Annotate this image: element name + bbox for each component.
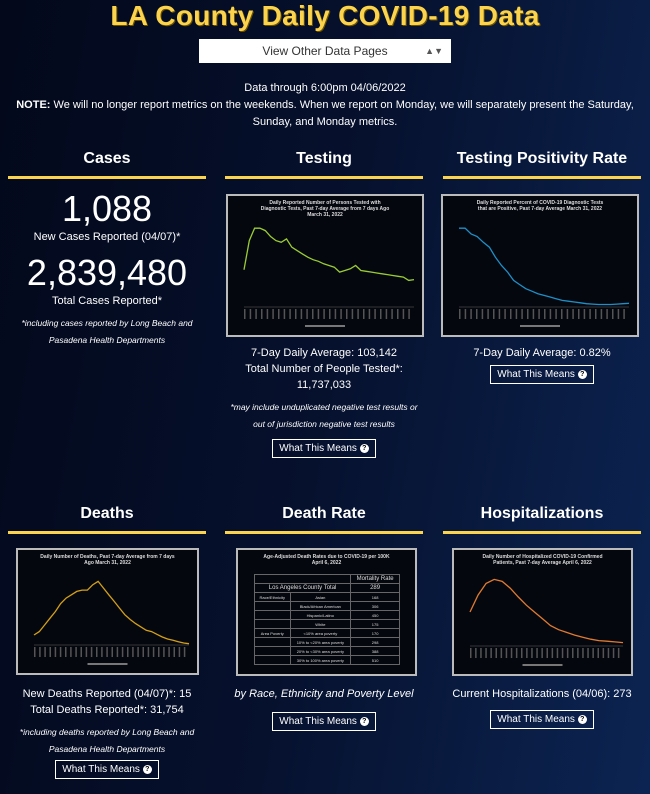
table-row [255,593,400,602]
x-tick-label [577,648,579,658]
x-tick-label [163,647,165,657]
select-label: View Other Data Pages [262,44,388,58]
x-tick-label [408,309,410,319]
x-tick-label [595,309,597,319]
x-tick-label [536,648,538,658]
cell-label: White [290,620,351,629]
cell-value: 298 [351,638,400,647]
x-tick-label [75,647,77,657]
x-tick-label [137,647,139,657]
x-tick-label [485,648,487,658]
x-tick-label [132,647,134,657]
x-tick-label [65,647,67,657]
question-icon: ? [578,370,587,379]
x-tick-label [550,309,552,319]
x-tick-label [531,648,533,658]
x-tick-label [397,309,399,319]
death-rate-table [254,574,400,665]
x-tick-label [55,647,57,657]
x-tick-label [572,648,574,658]
table-title: Age-Adjusted Death Rates due to COVID-19 per 100K April 6, 2022 [263,554,390,566]
x-tick-label [357,309,359,319]
x-tick-label [179,647,181,657]
total-cases-value: 2,839,480 [26,252,188,293]
x-tick-label [369,309,371,319]
x-tick-label [533,309,535,319]
x-tick-label [101,647,103,657]
x-tick-label [470,309,472,319]
x-tick-label [91,647,93,657]
x-tick-label [386,309,388,319]
x-tick-label [143,647,145,657]
note-text: We will no longer report metrics on the weekends. When we report on Monday, we will separately present the Saturday, Sunday, and Monday metrics. [50,99,634,128]
cell-label: <10% area poverty [290,629,351,638]
cell-label: Black/African American [290,602,351,611]
question-icon: ? [143,765,152,774]
new-cases-label: New Cases Reported (04/07)* [33,231,181,243]
chart-title: Daily Number of Deaths, Past 7-day Average from 7 days Ago March 31, 2022 [40,554,175,566]
x-tick-label [612,309,614,319]
table-row [255,620,400,629]
cell-group [255,611,291,620]
x-tick-label [555,309,557,319]
button-label: What This Means [62,764,140,775]
x-tick-label [153,647,155,657]
x-tick-label [557,648,559,658]
x-tick-label [589,309,591,319]
cell-group [255,620,291,629]
testing-footnote: *may include unduplicated negative test results or out of jurisdiction negative test results [230,402,418,429]
cases-heading: Cases [83,150,131,167]
x-tick-label [587,648,589,658]
series-line [244,228,414,280]
data-through: Data through 6:00pm 04/06/2022 [244,82,406,94]
x-tick-label [117,647,119,657]
x-tick-label [527,309,529,319]
x-tick-label [261,309,263,319]
question-icon: ? [360,717,369,726]
x-tick-label [516,648,518,658]
cell-group: Race/Ethnicity [255,593,291,602]
cell-group [255,602,291,611]
x-tick-label [380,309,382,319]
x-tick-label [521,309,523,319]
x-tick-label [39,647,41,657]
x-tick-label [329,309,331,319]
x-tick-label [127,647,129,657]
deaths-footnote: *including deaths reported by Long Beach and Pasadena Health Departments [19,727,195,754]
cell-group [255,638,291,647]
testing-total-label: Total Number of People Tested*: [245,363,403,375]
death-rate-caption: by Race, Ethnicity and Poverty Level [234,688,414,700]
series-line [470,579,623,642]
x-tick-label [584,309,586,319]
positivity-heading: Testing Positivity Rate [456,150,628,167]
x-tick-label [34,647,36,657]
x-tick-label [86,647,88,657]
deaths-chart-svg [18,550,197,673]
x-tick-label [244,309,246,319]
note-label: NOTE: [16,99,51,111]
current-hospitalizations: Current Hospitalizations (04/06): 273 [452,688,632,700]
series-line [459,228,629,304]
x-tick-label [323,309,325,319]
legend [305,325,345,327]
cell-value: 175 [351,620,400,629]
x-tick-label [511,648,513,658]
x-tick-label [482,309,484,319]
x-tick-label [538,309,540,319]
x-tick-label [613,648,615,658]
button-label: What This Means [279,716,357,727]
x-tick-label [289,309,291,319]
x-tick-label [552,648,554,658]
x-tick-label [363,309,365,319]
x-tick-label [501,648,503,658]
x-tick-label [606,309,608,319]
x-tick-label [541,648,543,658]
x-tick-label [44,647,46,657]
x-tick-label [340,309,342,319]
x-tick-label [352,309,354,319]
x-tick-label [496,648,498,658]
x-tick-label [504,309,506,319]
x-tick-label [476,309,478,319]
chart-title: Daily Reported Number of Persons Tested with Diagnostic Tests, Past 7-day Average from 7 days Ago March 31, 2022 [260,200,390,218]
cell-label: Asian [290,593,351,602]
x-tick-label [521,648,523,658]
x-tick-label [487,309,489,319]
x-tick-label [70,647,72,657]
table-row [255,656,400,665]
table-row [255,602,400,611]
x-tick-label [459,309,461,319]
cell-group [255,647,291,656]
x-tick-label [318,309,320,319]
x-tick-label [516,309,518,319]
x-tick-label [250,309,252,319]
testing-total-value: 11,737,033 [296,379,352,391]
cell-value: 510 [351,656,400,665]
x-tick-label [148,647,150,657]
legend [523,664,563,666]
cell-value: 168 [351,593,400,602]
button-label: What This Means [279,443,357,454]
x-tick-label [403,309,405,319]
death-rate-heading: Death Rate [282,505,366,522]
testing-chart-svg [228,196,422,335]
positivity-chart-svg [443,196,637,335]
total-value: 289 [351,584,400,593]
deaths-chart [16,548,199,675]
x-tick-label [601,309,603,319]
cell-label: Hispanic/Latino [290,611,351,620]
select-arrows-icon: ▲▼ [425,46,443,56]
cases-footnote: *including cases reported by Long Beach and Pasadena Health Departments [21,318,193,345]
x-tick-label [623,309,625,319]
x-tick-label [562,648,564,658]
total-cases-label: Total Cases Reported* [51,295,163,307]
cell-label: 10% to <20% area poverty [290,638,351,647]
x-tick-label [510,309,512,319]
cell-value: 450 [351,611,400,620]
x-tick-label [544,309,546,319]
button-label: What This Means [497,714,575,725]
cell-group: Area Poverty [255,629,291,638]
x-tick-label [526,648,528,658]
x-tick-label [81,647,83,657]
x-tick-label [547,648,549,658]
x-tick-label [506,648,508,658]
x-tick-label [567,648,569,658]
new-cases-value: 1,088 [61,188,153,229]
testing-average: 7-Day Daily Average: 103,142 [251,347,397,359]
x-tick-label [60,647,62,657]
x-tick-label [618,309,620,319]
x-tick-label [493,309,495,319]
info-block [0,80,650,131]
table-row [255,629,400,638]
x-tick-label [561,309,563,319]
x-tick-label [490,648,492,658]
question-icon: ? [360,444,369,453]
x-tick-label [122,647,124,657]
positivity-what-this-means-button[interactable] [490,365,593,384]
cell-value: 306 [351,602,400,611]
x-tick-label [158,647,160,657]
hospitalizations-chart-svg [454,550,631,674]
x-tick-label [499,309,501,319]
death-rate-table-image [236,548,417,676]
x-tick-label [592,648,594,658]
cell-value: 388 [351,647,400,656]
x-tick-label [572,309,574,319]
x-tick-label [582,648,584,658]
x-tick-label [465,309,467,319]
legend [520,325,560,327]
x-tick-label [391,309,393,319]
deaths-what-this-means-button[interactable] [55,760,158,779]
deaths-heading: Deaths [80,505,134,522]
cases-section [8,150,206,349]
question-icon: ? [578,715,587,724]
cell-value: 170 [351,629,400,638]
x-tick-label [346,309,348,319]
button-label: What This Means [497,369,575,380]
x-tick-label [168,647,170,657]
cell-label: 30% to 100% area poverty [290,656,351,665]
x-tick-label [618,648,620,658]
series-line [34,581,189,643]
positivity-chart [441,194,639,337]
table-row [255,638,400,647]
x-tick-label [96,647,98,657]
x-tick-label [267,309,269,319]
chart-title: Daily Reported Percent of COVID-19 Diagnostic Tests that are Positive, Past 7-day Average March 31, 2022 [476,200,604,212]
x-tick-label [278,309,280,319]
cell-group [255,656,291,665]
table-row [255,647,400,656]
testing-chart [226,194,424,337]
page-title: LA County Daily COVID-19 Data [110,0,540,31]
x-tick-label [312,309,314,319]
x-tick-label [470,648,472,658]
column-header: Mortality Rate [351,575,400,584]
x-tick-label [598,648,600,658]
x-tick-label [335,309,337,319]
x-tick-label [50,647,52,657]
hospitalizations-heading: Hospitalizations [480,505,604,522]
new-deaths: New Deaths Reported (04/07)*: 15 [22,688,192,700]
chart-title: Daily Number of Hospitalized COVID-19 Confirmed Patients, Past 7-day Average April 6, 2022 [482,554,603,566]
positivity-average: 7-Day Daily Average: 0.82% [473,347,611,359]
x-tick-label [272,309,274,319]
divider [8,176,206,179]
table-row [255,611,400,620]
testing-what-this-means-button[interactable] [272,439,375,458]
total-deaths: Total Deaths Reported*: 31,754 [30,704,184,716]
x-tick-label [608,648,610,658]
total-label: Los Angeles County Total [255,584,351,593]
x-tick-label [301,309,303,319]
x-tick-label [255,309,257,319]
x-tick-label [174,647,176,657]
x-tick-label [578,309,580,319]
x-tick-label [306,309,308,319]
x-tick-label [475,648,477,658]
cell-label: 20% to <30% area poverty [290,647,351,656]
legend [88,663,128,665]
x-tick-label [284,309,286,319]
x-tick-label [106,647,108,657]
x-tick-label [184,647,186,657]
x-tick-label [603,648,605,658]
data-pages-select[interactable] [199,39,451,63]
testing-heading: Testing [296,150,352,167]
x-tick-label [567,309,569,319]
x-tick-label [112,647,114,657]
death-rate-what-this-means-button[interactable] [272,712,375,731]
x-tick-label [295,309,297,319]
hospitalizations-what-this-means-button[interactable] [490,710,593,729]
hospitalizations-chart [452,548,633,676]
x-tick-label [374,309,376,319]
x-tick-label [480,648,482,658]
